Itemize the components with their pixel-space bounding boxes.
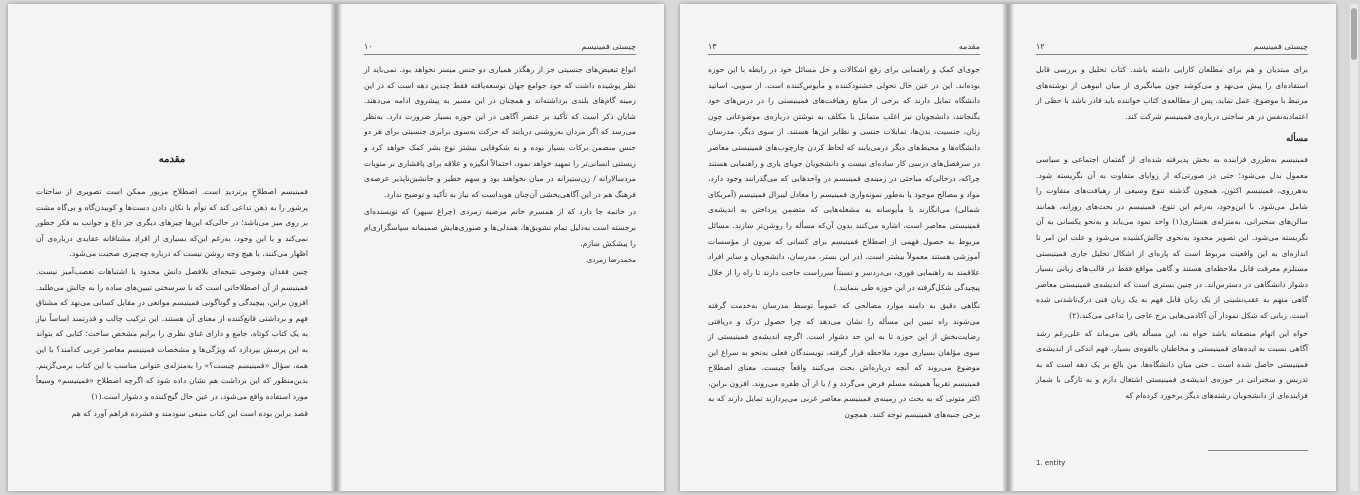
signature: محمدرضا زمردی [586,256,636,265]
scrollbar-track[interactable] [1350,4,1358,491]
header-rule [1036,54,1308,55]
page-header [708,42,980,51]
paragraph: برای مبتدیان و هم برای مطلعان کارایی داشته باشد. کتاب تحلیل و بررسی قابل استفاده‌ای را پیش می‌نهد و می‌کوشد چون میانگیری از میان انبوهی از نوشته‌های مرتبط با موضوع، عمل نماید. پس از مطالعه‌ی کتاب خواننده باید قادر باشد با حظی از اعتمادبه‌نفس در هر ساحتی درباره‌ی فمینیسم شرکت کند. [1036,65,1308,121]
page-header [364,42,636,51]
running-title: چیستی فمینیسم [581,42,636,51]
book-gutter [330,4,342,491]
paragraph: فمینیسم اصطلاحِ پرتردیدِ است. اصطلاح مزبور ممکن است تصویری از ساحتات پرشور را به ذهن تداعی کند که توأم با تکان دادن دست‌ها و کوبیدن‌گاه و بی‌گاه مشت بر روی میز می‌باشد؛ در حالی‌که این‌ها چیزهای دیگری جز داغ و جوانب به فکر خطور نمی‌کند و با این وجود، به‌رغم این‌که بسیاری از افراد مشتاقانه عقایدی درباره‌ی آن اظهار می‌کنند، با هیچ وجه روشن نیست که درباره چه‌چیزی صحبت می‌شود. [36,187,308,259]
paragraph: فمینیسم به‌طرزی فزاینده به بخش پذیرفته شده‌ای از گفتمان اجتماعی و سیاسی معمول بدل می‌شود؛ حتی در صورتی‌که از زوایای متفاوت به آن نگریسته شود. به‌هرروی، فمینیسم اکنون، همچون گذشته تنوع وسیعی از رهیافت‌های متفاوت را شامل می‌شود. با این‌وجود، به‌رغم این تنوع، فمینیسم در بحث‌های روزانه، همانند سالن‌های سخنرانی، به‌منزله‌ی هستاری(۱) واحد نمود می‌یابد و به‌نحو یکسانی به آن نگریسته می‌شود. این تصویر محدود به‌نحوی چالش‌کشیده می‌شود و علت این امر تا اندازه‌ای به این واقعیت مربوط است که پاره‌ای از اشکال تحلیل جاری فمینیستی مستلزم معرفت قابل ملاحظه‌ای هستند و گاهی مواقع فقط در قالب‌های زبانی بسیار دشوار دانشگاهی در دسترس‌اند. در چنین بستری است که اندیشه‌ی فمینیستی معاصر گاهی متهم به عقب‌نشینی از یک زبان قابل فهم به یک زبان فنی درک‌ناشدنی شده است. زبانی که شکل نمودار آن آکادمی‌هایی برج عاجی را تداعی می‌کند.(۲) [1036,154,1308,320]
page-10 [336,4,664,491]
page-number: ١٠ [364,42,373,51]
scrollbar-thumb[interactable] [1351,8,1357,60]
page-13-body-text [708,62,980,425]
header-rule [708,54,980,55]
book-gutter [1002,4,1014,491]
page-number: ١٣ [708,42,717,51]
intro-body-text [36,184,308,424]
chapter-title: مقدمه [158,154,186,165]
page-13 [680,4,1008,491]
running-title: مقدمه [958,42,980,51]
paragraph: خواه این اتهام منصفانه باشد خواه نه، این مسأله باقی می‌ماند که علی‌رغم رشد آگاهی نسبت به ایده‌های فمینیستی و مخاطبان بالقوه‌ی بسیار، فهم اندکی از اندیشه‌ی فمینیستی حاصل شده است ـ حتی میان دانشگاه‌ها. من بالغ بر یک دهه است که به تدریس و سخنرانی در حوزه‌ی اندیشه‌ی فمینیستی اشتغال دارم و به تازگی با شمار فزاینده‌ای از دانشجویان رشته‌های دیگر برخورد کرده‌ام که [1036,328,1308,400]
left-page-spread [8,4,664,491]
running-title: چیستی فمینیسم [1253,42,1308,51]
paragraph: جوی‌ای کمک و راهنمایی برای رفع اشکالات و حل مسائل خود در رابطه با این حوزه بوده‌اند. این در عین حال تحولی خشنودکننده و مأیوس‌کننده است. از سویی، اساتید دانشگاه تمایل دارند که برخی از منابع رهیافت‌های فمینیستی را در درس‌های خود بگنجانند، دانشجویان نیز اغلب متمایل یا مکلف به نوشتن درباره‌ی موضوعاتی چون زنان، جنسیت، بدن‌ها، تمایلات جنسی و نظایر این‌ها هستند. از سوی دیگر، مدرسان دانشگاه‌ها و محیط‌های دیگر درمی‌یابند که لحاظ کردن چارچوب‌های فمینیستی معاصر در سرفصل‌های درسی کار ساده‌ای نیست و دانشجویان جویای یاری و راهنمایی هستند چراکه، درحالی‌که مباحثی در زمینه‌ی فمینیسم در واحدهایی که می‌گذرانند وجود دارد، مواد و مصالح موجود یا به‌طور نمونه‌واری فمینیسم را معادل لیبرال فمینیسم (آمریکای شمالی) می‌انگارند یا مأیوسانه به مشغله‌هایی که متضمن پرداختن به اندیشه‌ی فمینیستی معاصر است، اشاره می‌کنند بدون آن‌که مسأله را روشن‌تر سازند. مسائل مربوط به حصول فهمی از اصطلاح فمینیسم برای کسانی که بیرون از مؤسسات آموزشی هستند معمولاً بیشتر است. (در این بستر، مدرسان، دانشجویان و سایر افراد علاقمند به راهنمایی فوری، بی‌دردسر و نسبتاً سرراست حاجت دارند تا راه را از خلال پیچیدگی شکل‌گرفته در این حوزه طی بنمایند.) [708,65,980,293]
page-number: ١٢ [1036,42,1045,51]
paragraph: نگاهی دقیق به دامنه موارد مصالحی که عموماً توسط مدرسان به‌خدمت گرفته می‌شوند راه تبیین این مسأله را نشان می‌دهد که چرا حصول درک و دریافتی رضایت‌بخش از این حوزه تا به این حد دشوار است. اگرچه اندیشه‌ی فمینیستی از سوی مؤلفان بسیاری مورد ملاحظه قرار گرفته، نویسندگان فعلی به‌نحو به سراغ این موضوع می‌روند که آنچه درباره‌اش بحث می‌کنند واقعاً چیست. معنای اصطلاح فمینیسم تقریباً همیشه مسلم فرض می‌گردد و / یا از آن طفره می‌روند. افزون براین، اکثر متونی که به بحث در زمینه‌ی فمینیسم معاصر غربی می‌پردازند تمایل دارند که به برخی جنبه‌های فمینیسم توجه کنند. همچون [708,300,980,420]
page-12-body-text [1036,62,1308,405]
page-header-faint [36,42,308,51]
paragraph: قصد براین بوده است این کتاب منبعی سودمند و فشرده فراهم آورد که هم [71,409,308,419]
footnote: 1. entity [1036,459,1066,467]
paragraph: انواع تبعیض‌های جنسیتی جز از رهگذر همیاری دو جنس میسر نخواهد بود. نمی‌باید از نظر پوشیده داشت که خود جوامع جهان توسعه‌یافته فقط چندین دهه است که در این زمینه گام‌های بلندی برداشته‌اند و همچنان در این مسیر به پیشروی ادامه می‌دهند. شایان ذکر است که تأکید بر عنصر آگاهی در این حوزه بسیار ضرورت دارد. به‌نظر می‌رسد که اگر مردان به‌روشنی دریابند که حرکت به‌سوی برابری جنسیتی برای هر دو جنس منضمن برکات بسیار بوده و به شکوفایی بیشتر نوع بشر کمک خواهد کرد و زیستنی انسانی‌تر را تمهید خواهد نمود، احتمالاً انگیزه و علاقه برای پافشاری بر منویات مردسالارانه / زن‌ستیزانه در میان نخواهند بود و سهم خطیر و جانشین‌ناپذیر عرصه‌ی فرهنگ هم در این آگاهی‌بخشی آن‌چنان هویداست که نیاز به تأکید و توضیح ندارد. [364,65,636,199]
paragraph: چنین فقدان وضوحی نتیجه‌ای بلافصل دانش محدود یا اشتباهات تعصب‌آمیز نیست. فمینیسم از آن اصطلاحاتی است که با سرسختی تبیین‌های ساده را به چالش می‌طلبد. افزون براین، پیچیدگی و گوناگونی فمینیسم موانعی در مقابل کسانی می‌نهد که مشتاق فهم و برداشتی قانع‌کننده از معنای آن هستند. این ترکیب چالب و قدرتمند اساساً نیاز به یک کتاب کوتاه، جامع و دارای غنای نظری را برایم مشخص ساخت؛ کتابی که بتواند به این پرسش بپردازد که ویژگی‌ها و مشخصات فمینیسم معاصر عربی کدامند؟ با این همه، سؤال «فمینیسم چیست؟» را به‌منزله‌ی عنوانی مناسب با این کتاب برمی‌گزینم. بدین‌منظور که این برداشت هم نشان داده شود که اگرچه اصطلاح «فمینیسم» وسیعاً مورد استفاده واقع می‌شود، در عین حال گیج‌کننده و دشوار است.(۱) [36,266,308,401]
page-10-body-text [364,62,636,271]
section-heading: مسأله [1286,134,1308,145]
page-12 [1008,4,1336,491]
paragraph: در خاتمه جا دارد که از همسرم خانم مرضیه زمردی (چراغ سپهر) که نویسنده‌ای برجسته است به‌دلیل تمام تشویق‌ها، همدلی‌ها و صبوری‌هایش صمیمانه سپاسگزاری‌ام را پیشکش سازم. [364,207,636,248]
footnote-rule [1208,450,1308,451]
page-introduction [8,4,336,491]
page-header [1036,42,1308,51]
header-rule [364,54,636,55]
right-page-spread [680,4,1336,491]
